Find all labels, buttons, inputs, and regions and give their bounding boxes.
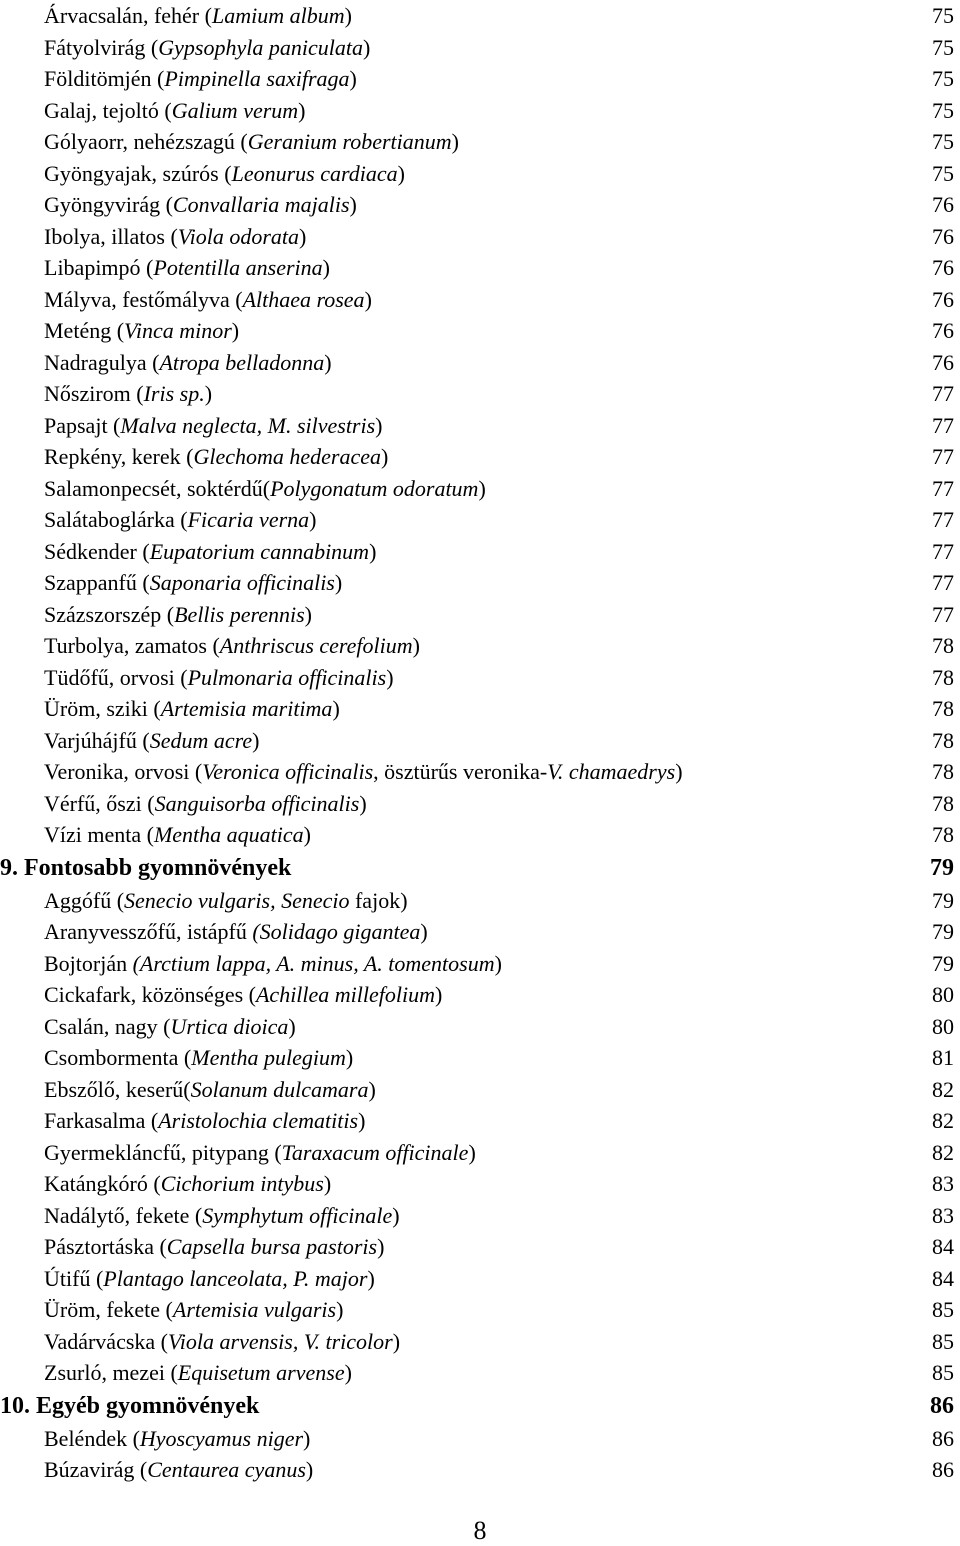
toc-page-number: 75: [932, 3, 954, 28]
common-name-text: 10. Egyéb gyomnövények: [0, 1392, 260, 1419]
toc-entry-title: [44, 567, 342, 599]
toc-entry: [0, 504, 960, 536]
toc-entry-title: [44, 1137, 476, 1169]
common-name-text: Gyöngyajak, szúrós (: [44, 160, 232, 186]
toc-entry-title: [44, 1326, 400, 1358]
toc-entry: [0, 630, 960, 662]
common-name-text: ): [392, 1202, 400, 1228]
toc-entry: [0, 1105, 960, 1137]
common-name-text: , ösztürűs veronika-: [373, 759, 548, 784]
toc-entry: [0, 63, 960, 95]
common-name-text: Cickafark, közönséges (: [44, 982, 256, 1007]
scientific-name: Aristolochia clematitis: [158, 1108, 359, 1133]
section-heading-title: [0, 851, 291, 885]
toc-entry: [0, 221, 960, 253]
common-name-text: Búzavirág (: [44, 1457, 148, 1482]
toc-entry-title: [44, 725, 259, 757]
common-name-text: Beléndek (: [44, 1425, 140, 1451]
scientific-name: Symphytum officinale: [202, 1202, 393, 1228]
toc-page-number: 81: [932, 1045, 954, 1070]
toc-page-number: 84: [932, 1234, 954, 1259]
toc-entry: [0, 1326, 960, 1358]
scientific-name: Taraxacum officinale: [281, 1139, 469, 1165]
common-name-text: Útifű (: [44, 1265, 104, 1291]
toc-page-number: 78: [932, 696, 954, 721]
common-name-text: Meténg (: [44, 318, 125, 343]
common-name-text: Bojtorján: [44, 950, 133, 976]
toc-entry-title: [44, 1294, 343, 1326]
common-name-text: Százszorszép (: [44, 601, 175, 627]
toc-page-number: 76: [932, 255, 954, 280]
common-name-text: Csombormenta (: [44, 1045, 192, 1070]
toc-entry: [0, 1200, 960, 1232]
common-name-text: ): [332, 696, 340, 721]
common-name-text: ): [345, 1045, 354, 1070]
scientific-name: Artemisia vulgaris: [172, 1297, 337, 1322]
common-name-text: Vadárvácska (: [44, 1328, 168, 1354]
toc-entry-title: [44, 662, 394, 694]
toc-entry: [0, 473, 960, 505]
common-name-text: ): [304, 601, 312, 627]
common-name-text: ): [362, 34, 371, 60]
toc-page-number: 77: [932, 507, 954, 532]
toc-entry-title: [44, 948, 502, 980]
common-name-text: Vízi menta (: [44, 822, 154, 847]
toc-entry: [0, 948, 960, 980]
toc-entry: [0, 347, 960, 379]
toc-entry: [0, 252, 960, 284]
toc-page-number: 76: [932, 349, 954, 375]
scientific-name: Ficaria verna: [187, 507, 310, 532]
scientific-name: Hyoscyamus niger: [139, 1425, 304, 1451]
toc-entry: [0, 599, 960, 631]
toc-entry: [0, 725, 960, 757]
common-name-text: Üröm, sziki (: [44, 696, 161, 721]
common-name-text: Tüdőfű, orvosi (: [44, 664, 188, 690]
common-name-text: ): [367, 1265, 375, 1291]
toc-page-number: 83: [932, 1202, 954, 1228]
toc-entry-title: [44, 473, 486, 505]
scientific-name: Achillea millefolium: [255, 982, 436, 1007]
toc-entry: [0, 788, 960, 820]
scientific-name: Sanguisorba officinalis: [154, 790, 360, 816]
toc-page-number: 78: [932, 727, 954, 753]
toc-entry-title: [44, 599, 312, 631]
common-name-text: Gyöngyvirág (: [44, 192, 173, 217]
common-name-text: Ebszőlő, keserű(: [44, 1076, 191, 1102]
common-name-text: ): [288, 1013, 296, 1039]
common-name-text: Turbolya, zamatos (: [44, 633, 220, 658]
toc-entry-title: [44, 1168, 331, 1200]
toc-page-number: 75: [932, 129, 954, 154]
toc-page-number: 77: [932, 538, 954, 564]
toc-entry-title: [44, 63, 357, 95]
toc-page-number: 86: [932, 1457, 954, 1482]
common-name-text: 9. Fontosabb gyomnövények: [0, 854, 292, 881]
common-name-text: Repkény, kerek (: [44, 444, 194, 469]
toc-entry: [0, 1011, 960, 1043]
scientific-name: Cichorium intybus: [160, 1171, 324, 1196]
toc-entry: [0, 1294, 960, 1326]
toc-entry-title: [44, 158, 405, 190]
toc-entry-title: [44, 756, 683, 788]
toc-entry: [0, 693, 960, 725]
scientific-name: Convallaria majalis: [172, 192, 350, 217]
toc-entry: [0, 885, 960, 917]
toc-entry: [0, 95, 960, 127]
toc-entry-title: [44, 1231, 384, 1263]
common-name-text: Sédkender (: [44, 538, 150, 564]
common-name-text: Papsajt (: [44, 412, 121, 438]
toc-page-number: 77: [932, 444, 954, 469]
toc-entry: [0, 536, 960, 568]
scientific-name: Viola odorata: [177, 223, 300, 249]
toc-page-number: 77: [932, 601, 954, 627]
toc-entry: [0, 1168, 960, 1200]
toc-entry-title: [44, 693, 340, 725]
toc-entry: [0, 567, 960, 599]
toc-page-number: 80: [932, 1013, 954, 1039]
toc-entry-title: [44, 1200, 400, 1232]
toc-page-number: 79: [932, 950, 954, 976]
toc-entry-title: [44, 0, 352, 32]
toc-entry: [0, 1263, 960, 1295]
common-name-text: Farkasalma (: [44, 1108, 159, 1133]
common-name-text: Szappanfű (: [44, 570, 150, 595]
common-name-text: ): [358, 1108, 366, 1133]
toc-page-number: 77: [932, 381, 954, 406]
toc-page-number: 85: [932, 1360, 954, 1385]
scientific-name: Polygonatum odoratum: [270, 475, 479, 501]
toc-entry-title: [44, 819, 311, 851]
common-name-text: Galaj, tejoltó (: [44, 97, 172, 123]
toc-page-number: 75: [932, 34, 954, 60]
toc-page-number: 75: [932, 66, 954, 91]
common-name-text: ): [364, 286, 372, 312]
common-name-text: ): [322, 255, 330, 280]
toc-entry: [0, 189, 960, 221]
toc-entry: [0, 1074, 960, 1106]
scientific-name: Glechoma hederacea: [193, 444, 382, 469]
toc-entry-title: [44, 1423, 310, 1455]
toc-entry-title: [44, 979, 442, 1011]
common-name-text: Csalán, nagy (: [44, 1013, 171, 1039]
toc-entry-title: [44, 1357, 352, 1389]
toc-entry-title: [44, 95, 306, 127]
common-name-text: ): [344, 1360, 352, 1385]
scientific-name: Capsella bursa pastoris: [166, 1234, 378, 1259]
toc-entry-title: [44, 378, 212, 410]
toc-entry-title: [44, 916, 428, 948]
common-name-text: ): [305, 1457, 314, 1482]
toc-entry: [0, 756, 960, 788]
toc-entry: [0, 32, 960, 64]
toc-page-number: 78: [932, 822, 954, 847]
toc-entry: [0, 819, 960, 851]
toc-page-number: 82: [932, 1139, 954, 1165]
common-name-text: Mályva, festőmályva (: [44, 286, 243, 312]
toc-page-number: 77: [932, 570, 954, 595]
toc-entry: [0, 126, 960, 158]
toc-page-number: 79: [930, 854, 954, 881]
toc-page-number: 76: [932, 286, 954, 312]
toc-entry-title: [44, 504, 316, 536]
common-name-text: Veronika, orvosi (: [44, 759, 203, 784]
common-name-text: ): [397, 160, 405, 186]
toc-entry-title: [44, 189, 357, 221]
common-name-text: Aranyvesszőfű, istápfű: [44, 919, 253, 944]
scientific-name: Plantago lanceolata, P. major: [103, 1265, 368, 1291]
toc-page-number: 76: [932, 318, 954, 343]
section-heading: [0, 1389, 960, 1423]
toc-entry-title: [44, 221, 306, 253]
common-name-text: Vérfű, őszi (: [44, 790, 155, 816]
common-name-text: ): [344, 3, 352, 28]
common-name-text: Varjúhájfű (: [44, 727, 150, 753]
common-name-text: Ibolya, illatos (: [44, 223, 178, 249]
toc-entry: [0, 916, 960, 948]
scientific-name: Pulmonaria officinalis: [187, 664, 387, 690]
toc-entry: [0, 410, 960, 442]
toc-entry: [0, 1454, 960, 1486]
scientific-name: Mentha aquatica: [153, 822, 304, 847]
toc-page-number: 79: [932, 887, 954, 913]
scientific-name: Galium verum: [171, 97, 299, 123]
toc-entry: [0, 0, 960, 32]
common-name-text: ): [675, 759, 683, 784]
common-name-text: ): [494, 950, 502, 976]
common-name-text: ): [420, 919, 428, 944]
toc-entry: [0, 158, 960, 190]
toc-entry-title: [44, 347, 332, 379]
toc-entry: [0, 1137, 960, 1169]
toc-entry: [0, 315, 960, 347]
common-name-text: ): [359, 790, 367, 816]
scientific-name: Geranium robertianum: [247, 129, 452, 154]
common-name-text: ): [298, 97, 306, 123]
common-name-text: ): [334, 570, 343, 595]
common-name-text: ): [303, 822, 311, 847]
toc-entry: [0, 1423, 960, 1455]
toc-page-number: 77: [932, 475, 954, 501]
toc-page-number: 77: [932, 412, 954, 438]
toc-entry-title: [44, 1011, 296, 1043]
scientific-name: Eupatorium cannabinum: [149, 538, 370, 564]
common-name-text: ): [468, 1139, 476, 1165]
common-name-text: Salamonpecsét, soktérdű(: [44, 475, 271, 501]
toc-entry: [0, 1231, 960, 1263]
scientific-name: (Solidago gigantea: [252, 919, 421, 944]
toc-entry-title: [44, 315, 239, 347]
section-heading-title: [0, 1389, 259, 1423]
common-name-text: ): [231, 318, 240, 343]
common-name-text: ): [323, 1171, 332, 1196]
toc-entry-title: [44, 788, 367, 820]
common-name-text: Gólyaorr, nehézszagú (: [44, 129, 248, 154]
scientific-name: Solanum dulcamara: [190, 1076, 369, 1102]
common-name-text: ): [336, 1297, 344, 1322]
toc-page-number: 75: [932, 160, 954, 186]
common-name-text: ): [299, 223, 307, 249]
toc-entry-title: [44, 32, 370, 64]
toc-page-number: 84: [932, 1265, 954, 1291]
toc-entry-title: [44, 441, 388, 473]
scientific-name: Althaea rosea: [242, 286, 365, 312]
toc-entry-title: [44, 126, 459, 158]
toc-entry: [0, 662, 960, 694]
common-name-text: Fátyolvirág (: [44, 34, 159, 60]
toc-page-number: 76: [932, 223, 954, 249]
scientific-name: Veronica officinalis: [202, 759, 374, 784]
toc-entry-title: [44, 536, 376, 568]
toc-page-number: 86: [932, 1425, 954, 1451]
common-name-text: ): [381, 444, 389, 469]
scientific-name: Artemisia maritima: [160, 696, 333, 721]
page-number: 8: [473, 1516, 487, 1545]
toc-page-number: 86: [930, 1392, 954, 1419]
toc-entry-title: [44, 410, 383, 442]
common-name-text: ): [435, 982, 443, 1007]
scientific-name: Iris sp.: [143, 381, 205, 406]
common-name-text: ): [412, 633, 420, 658]
common-name-text: Földitömjén (: [44, 66, 165, 91]
toc-page-number: 82: [932, 1076, 954, 1102]
scientific-name: Atropa belladonna: [159, 349, 325, 375]
toc-page-number: 78: [932, 664, 954, 690]
common-name-text: ): [324, 349, 332, 375]
scientific-name: Anthriscus cerefolium: [219, 633, 413, 658]
toc-page-number: 83: [932, 1171, 954, 1196]
toc-page-number: 82: [932, 1108, 954, 1133]
common-name-text: Aggófű (: [44, 887, 125, 913]
scientific-name: Gypsophyla paniculata: [158, 34, 363, 60]
toc-page-number: 78: [932, 759, 954, 784]
common-name-text: ): [349, 66, 357, 91]
common-name-text: ): [309, 507, 317, 532]
toc-page-number: 85: [932, 1328, 954, 1354]
common-name-text: ): [252, 727, 260, 753]
scientific-name: Vinca minor: [124, 318, 232, 343]
scientific-name: Senecio vulgaris, Senecio: [124, 887, 350, 913]
toc-entry-title: [44, 252, 330, 284]
common-name-text: ): [349, 192, 357, 217]
scientific-name: Centaurea cyanus: [147, 1457, 306, 1482]
common-name-text: Zsurló, mezei (: [44, 1360, 178, 1385]
common-name-text: ): [451, 129, 459, 154]
toc-page-number: 78: [932, 790, 954, 816]
toc-entry-title: [44, 1263, 375, 1295]
toc-entry-title: [44, 885, 408, 917]
scientific-name: V. chamaedrys: [547, 759, 676, 784]
toc-entry-title: [44, 1042, 353, 1074]
toc-page-number: 75: [932, 97, 954, 123]
toc-entry: [0, 1357, 960, 1389]
toc-entry: [0, 378, 960, 410]
common-name-text: ): [368, 1076, 376, 1102]
toc-entry: [0, 1042, 960, 1074]
common-name-text: Salátaboglárka (: [44, 507, 188, 532]
toc-entry-title: [44, 1454, 313, 1486]
common-name-text: Pásztortáska (: [44, 1234, 167, 1259]
scientific-name: Leonurus cardiaca: [231, 160, 398, 186]
toc-entry: [0, 979, 960, 1011]
toc-entry-title: [44, 284, 372, 316]
common-name-text: ): [478, 475, 486, 501]
scientific-name: Pimpinella saxifraga: [164, 66, 350, 91]
scientific-name: Urtica dioica: [170, 1013, 289, 1039]
toc-entry-title: [44, 1105, 365, 1137]
common-name-text: Katángkóró (: [44, 1171, 161, 1196]
common-name-text: ): [375, 412, 383, 438]
scientific-name: Malva neglecta, M. silvestris: [120, 412, 376, 438]
common-name-text: ): [392, 1328, 401, 1354]
common-name-text: Nadálytő, fekete (: [44, 1202, 203, 1228]
common-name-text: ): [204, 381, 213, 406]
common-name-text: ): [386, 664, 394, 690]
scientific-name: Viola arvensis, V. tricolor: [168, 1328, 393, 1354]
scientific-name: Mentha pulegium: [191, 1045, 346, 1070]
common-name-text: ): [303, 1425, 311, 1451]
toc-page-number: 76: [932, 192, 954, 217]
scientific-name: Bellis perennis: [174, 601, 305, 627]
toc-entry: [0, 441, 960, 473]
toc-page-number: 85: [932, 1297, 954, 1322]
common-name-text: Libapimpó (: [44, 255, 154, 280]
common-name-text: fajok): [349, 887, 408, 913]
toc-page-number: 80: [932, 982, 954, 1007]
scientific-name: Sedum acre: [149, 727, 253, 753]
common-name-text: Üröm, fekete (: [44, 1297, 173, 1322]
common-name-text: Nőszirom (: [44, 381, 144, 406]
scientific-name: Equisetum arvense: [177, 1360, 345, 1385]
scientific-name: Potentilla anserina: [153, 255, 323, 280]
toc-entry-title: [44, 630, 420, 662]
toc-entry: [0, 284, 960, 316]
common-name-text: Árvacsalán, fehér (: [44, 3, 212, 28]
common-name-text: ): [369, 538, 377, 564]
toc-entry-title: [44, 1074, 376, 1106]
common-name-text: Nadragulya (: [44, 349, 160, 375]
scientific-name: Lamium album: [211, 3, 345, 28]
scientific-name: (Arctium lappa, A. minus, A. tomentosum: [132, 950, 495, 976]
common-name-text: Gyermekláncfű, pitypang (: [44, 1139, 282, 1165]
section-heading: [0, 851, 960, 885]
toc-page-number: 79: [932, 919, 954, 944]
scientific-name: Saponaria officinalis: [149, 570, 335, 595]
toc-page-number: 78: [932, 633, 954, 658]
common-name-text: ): [377, 1234, 385, 1259]
